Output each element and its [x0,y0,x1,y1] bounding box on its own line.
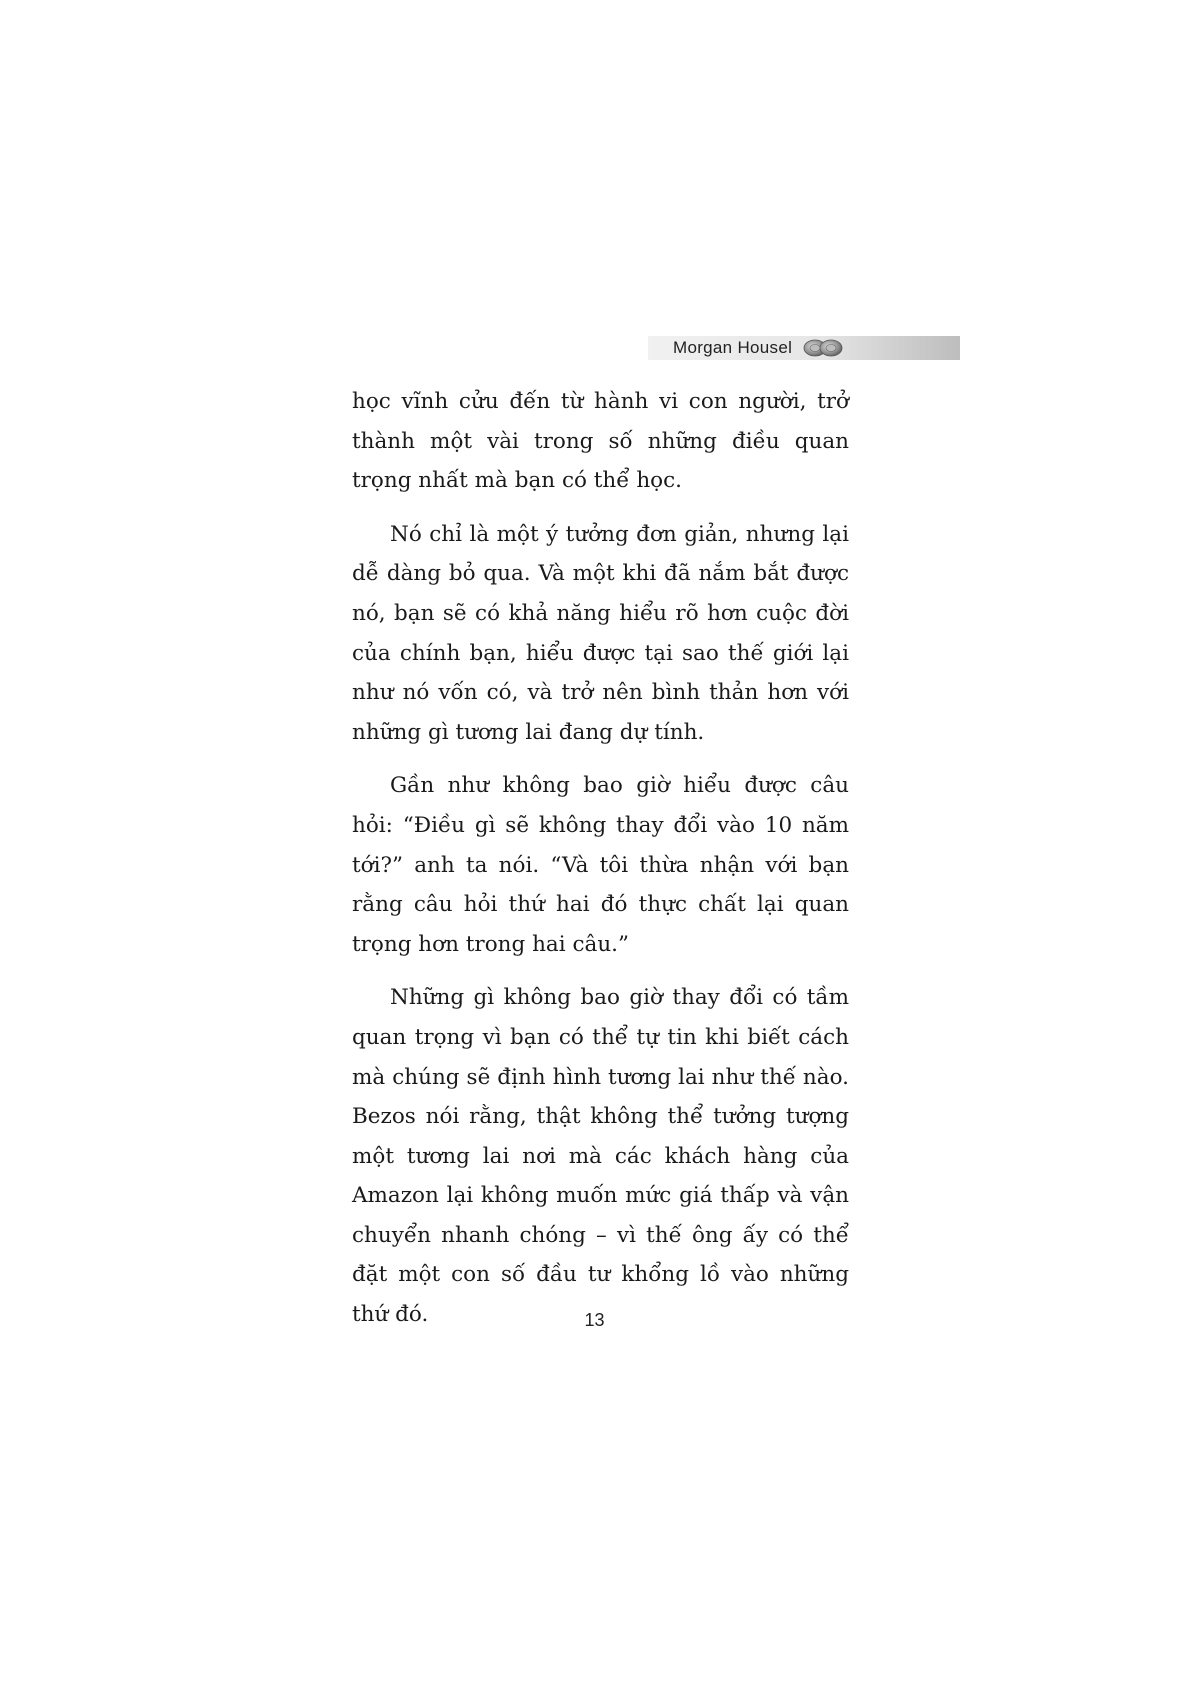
paragraph-2: Nó chỉ là một ý tưởng đơn giản, nhưng lại dễ dàng bỏ qua. Và một khi đã nắm bắt được nó, bạn sẽ có khả năng hiểu rõ hơn cuộc đời của chính bạn, hiểu được tại sao thế giới lại như nó vốn có, và trở nên bình thản hơn với những gì tương lai đang dự tính. [352,521,849,745]
paragraph-4: Những gì không bao giờ thay đổi có tầm quan trọng vì bạn có thể tự tin khi biết cách mà chúng sẽ định hình tương lai như thế nào. Bezos nói rằng, thật không thể tưởng tượng một tương lai nơi mà các khách hàng của Amazon lại không muốn mức giá thấp và vận chuyển nhanh chóng – vì thế ông ấy có thể đặt một con số đầu tư khổng lồ vào những thứ đó. [352,985,849,1328]
infinity-ornament-icon [802,338,844,358]
header-author-name: Morgan Housel [673,338,793,357]
running-header [648,336,960,360]
page-number: 13 [584,1310,605,1330]
body-text [352,382,849,1349]
paragraph-1: học vĩnh cửu đến từ hành vi con người, trở thành một vài trong số những điều quan trọng nhất mà bạn có thể học. [352,389,849,494]
paragraph-3: Gần như không bao giờ hiểu được câu hỏi: “Điều gì sẽ không thay đổi vào 10 năm tới?” anh ta nói. “Và tôi thừa nhận với bạn rằng câu hỏi thứ hai đó thực chất lại quan trọng hơn trong hai câu.” [352,773,849,957]
